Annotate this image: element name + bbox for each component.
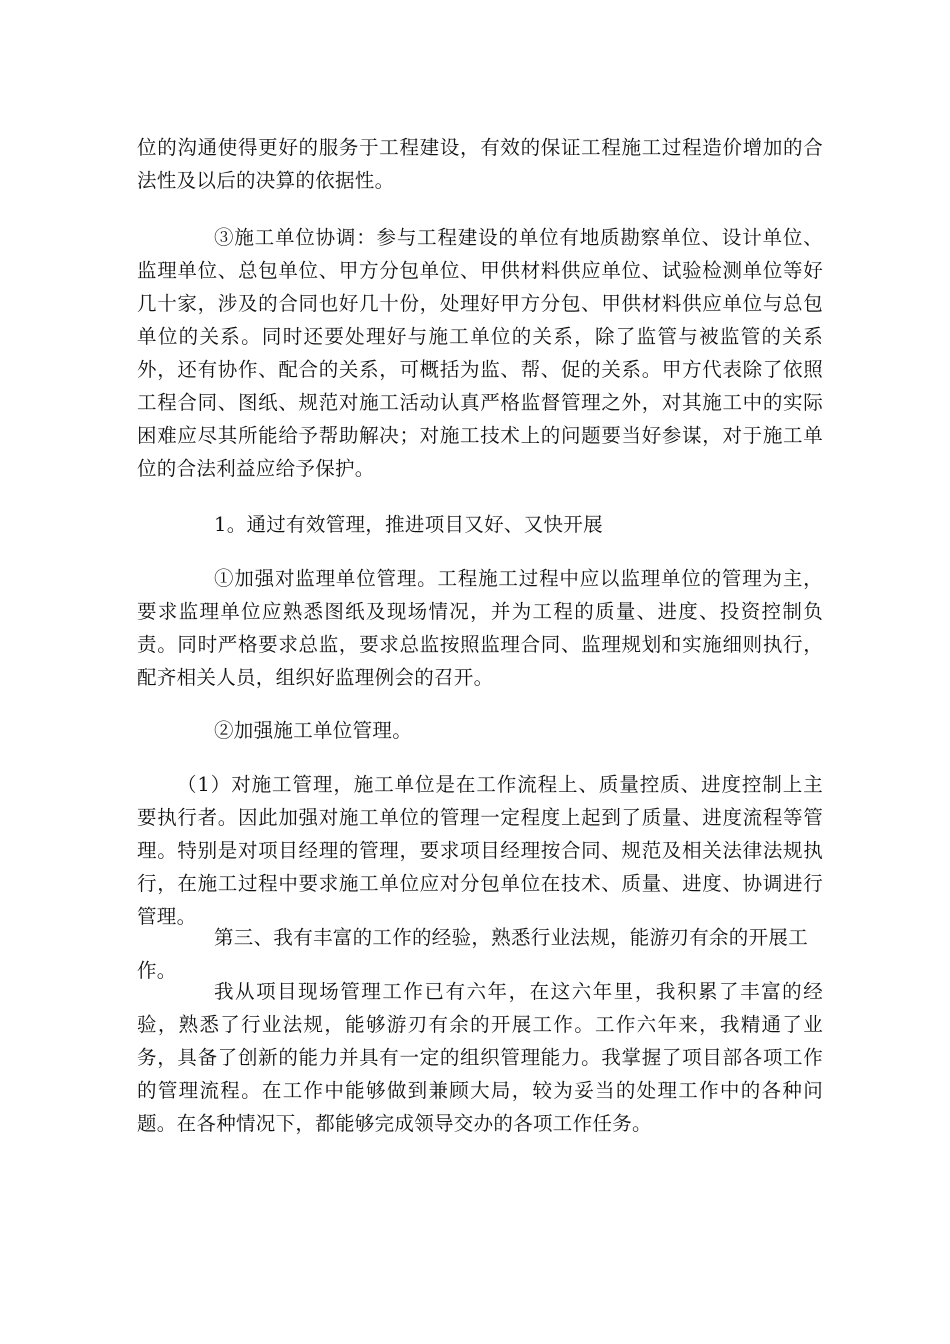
paragraph-construction-management-title: ②加强施工单位管理。	[214, 719, 413, 742]
paragraph-experience: 我从项目现场管理工作已有六年，在这六年里，我积累了丰富的经验，熟悉了行业法规，能够游刃有余的开展工作。工作六年来，我精通了业务，具备了创新的能力并具有一定的组织管理能力。我掌握了项目部各项工作的管理流程。在工作中能够做到兼顾大局，较为妥当的处理工作中的各种问题。在各种情况下，都能够完成领导交办的各项工作任务。	[137, 980, 823, 1135]
paragraph-continuation: 位的沟通使得更好的服务于工程建设，有效的保证工程施工过程造价增加的合法性及以后的决算的依据性。	[137, 136, 823, 192]
paragraph-supervision-management: ①加强对监理单位管理。工程施工过程中应以监理单位的管理为主，要求监理单位应熟悉图纸及现场情况，并为工程的质量、进度、投资控制负责。同时严格要求总监，要求总监按照监理合同、监理规划和实施细则执行，配齐相关人员，组织好监理例会的召开。	[137, 567, 823, 689]
paragraph-construction-coordination: ③施工单位协调：参与工程建设的单位有地质勘察单位、设计单位、监理单位、总包单位、甲方分包单位、甲供材料供应单位、试验检测单位等好几十家，涉及的合同也好几十份，处理好甲方分包、甲供材料供应单位与总包单位的关系。同时还要处理好与施工单位的关系，除了监管与被监管的关系外，还有协作、配合的关系，可概括为监、帮、促的关系。甲方代表除了依照工程合同、图纸、规范对施工活动认真严格监督管理之外，对其施工中的实际困难应尽其所能给予帮助解决；对施工技术上的问题要当好参谋，对于施工单位的合法利益应给予保护。	[137, 226, 823, 480]
paragraph-construction-management-detail: （1）对施工管理，施工单位是在工作流程上、质量控质、进度控制上主要执行者。因此加强对施工单位的管理一定程度上起到了质量、进度流程等管理。特别是对项目经理的管理，要求项目经理按合同、规范及相关法律法规执行，在施工过程中要求施工单位应对分包单位在技术、质量、进度、协调进行管理。	[137, 773, 823, 928]
paragraph-third-point: 第三、我有丰富的工作的经验，熟悉行业法规，能游刃有余的开展工作。	[137, 926, 809, 982]
heading-effective-management: 1。通过有效管理，推进项目又好、又快开展	[214, 513, 603, 536]
